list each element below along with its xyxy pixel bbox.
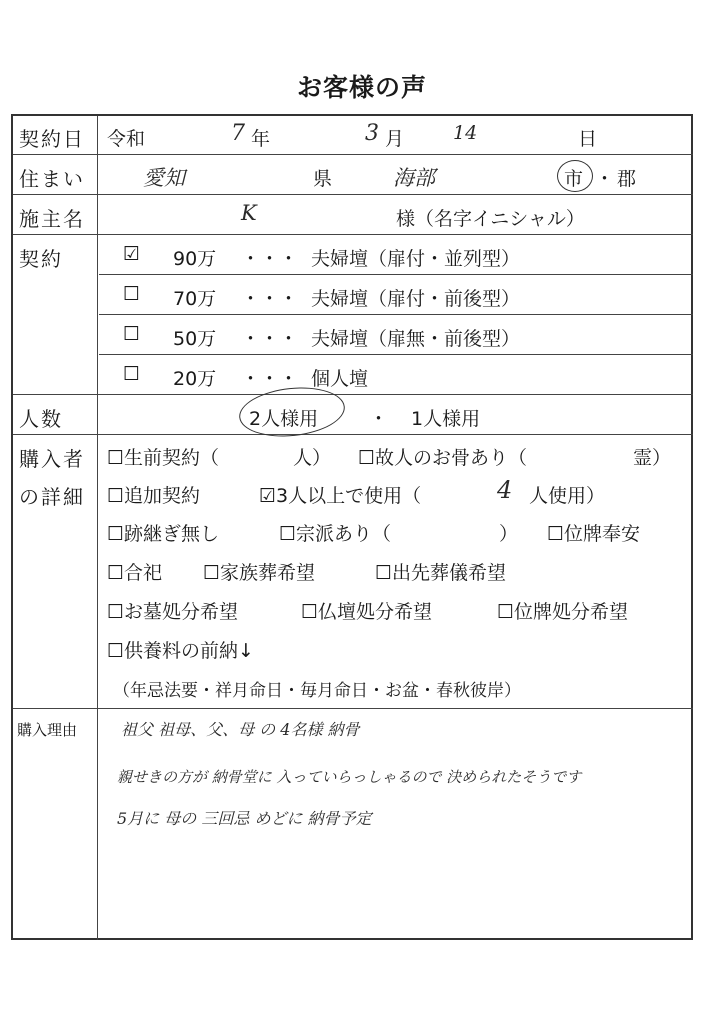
buyer-details-label-line2: の詳細: [19, 485, 85, 509]
no-successor-checkbox[interactable]: ☐跡継ぎ無し: [107, 523, 220, 545]
people-separator: ・: [369, 408, 389, 430]
purchase-reason-label: 購入理由: [17, 721, 78, 739]
row-divider: [99, 274, 693, 275]
reason-line-2: 親せきの方が 納骨堂に 入っていらっしゃるので 決められたそうです: [117, 768, 582, 786]
city-unit: 市: [564, 168, 584, 190]
contract-option-70-checkbox[interactable]: ☐: [123, 283, 141, 305]
joint-burial-checkbox[interactable]: ☐合祀: [107, 562, 163, 584]
two-person-option[interactable]: 2人様用: [249, 408, 319, 430]
one-person-option[interactable]: 1人様用: [411, 408, 481, 430]
contract-option-50-checkbox[interactable]: ☐: [123, 323, 141, 345]
contract-option-50-dots: ・・・: [241, 328, 299, 350]
pre-need-contract-checkbox[interactable]: ☐生前契約（: [107, 447, 220, 469]
additional-contract-checkbox[interactable]: ☐追加契約: [107, 485, 201, 507]
reason-line-3: 5月に 母の 三回忌 めどに 納骨予定: [117, 809, 372, 828]
contract-option-70-dots: ・・・: [241, 288, 299, 310]
contract-option-90-checkbox[interactable]: ☑: [123, 243, 141, 265]
contract-option-70-price: 70万: [173, 288, 217, 310]
religious-sect-checkbox[interactable]: ☐宗派あり（: [279, 523, 392, 545]
contract-date-label: 契約日: [19, 127, 85, 151]
reason-line-1: 祖父 祖母、父、母 の 4名様 納骨: [121, 720, 360, 739]
row-divider: [13, 154, 693, 155]
prepaid-memorial-fee-checkbox[interactable]: ☐供養料の前納↓: [107, 640, 254, 662]
religious-sect-end: ）: [499, 523, 519, 545]
contract-year-value: 7: [231, 121, 245, 146]
row-divider: [13, 234, 693, 235]
outside-funeral-checkbox[interactable]: ☐出先葬儀希望: [375, 562, 507, 584]
contract-day-value: 14: [453, 122, 478, 144]
tablet-disposal-checkbox[interactable]: ☐位牌処分希望: [497, 601, 629, 623]
row-divider: [13, 394, 693, 395]
contract-option-70-name: 夫婦壇（扉付・前後型）: [311, 288, 521, 310]
customer-name-label: 施主名: [19, 207, 85, 231]
contract-option-20-dots: ・・・: [241, 368, 299, 390]
customer-voice-form: [11, 114, 693, 940]
users-count-value: 4: [497, 476, 513, 504]
contract-option-20-price: 20万: [173, 368, 217, 390]
family-funeral-checkbox[interactable]: ☐家族葬希望: [203, 562, 316, 584]
contract-option-90-dots: ・・・: [241, 248, 299, 270]
remains-present-checkbox[interactable]: ☐故人のお骨あり（: [358, 447, 528, 469]
memorial-service-list: （年忌法要・祥月命日・毎月命日・お盆・春秋彼岸）: [113, 681, 521, 701]
contract-option-20-name: 個人壇: [311, 368, 369, 390]
day-unit: 日: [578, 128, 598, 150]
customer-initial-value: K: [241, 201, 257, 225]
pre-need-people-end: 人）: [293, 447, 332, 469]
row-divider: [13, 194, 693, 195]
buyer-details-label-line1: 購入者: [19, 447, 85, 471]
prefecture-unit: 県: [313, 168, 333, 190]
contract-option-50-name: 夫婦壇（扉無・前後型）: [311, 328, 521, 350]
remains-count-end: 霊）: [633, 447, 672, 469]
era-label: 令和: [107, 128, 146, 150]
row-divider: [99, 354, 693, 355]
memorial-tablet-enshrinement-checkbox[interactable]: ☐位牌奉安: [547, 523, 641, 545]
altar-disposal-checkbox[interactable]: ☐仏壇処分希望: [301, 601, 433, 623]
customer-name-suffix: 様（名字イニシャル）: [396, 208, 585, 230]
contract-option-90-name: 夫婦壇（扉付・並列型）: [311, 248, 521, 270]
contract-label: 契約: [19, 247, 63, 271]
three-plus-use-checkbox[interactable]: ☑3人以上で使用（: [259, 485, 422, 507]
contract-option-50-price: 50万: [173, 328, 217, 350]
year-unit: 年: [251, 128, 271, 150]
contract-month-value: 3: [365, 121, 379, 146]
prefecture-value: 愛知: [143, 166, 185, 190]
column-divider: [97, 116, 98, 940]
contract-option-90-price: 90万: [173, 248, 217, 270]
users-count-end: 人使用）: [529, 485, 606, 507]
row-divider: [13, 708, 693, 709]
page-title: お客様の声: [296, 73, 427, 102]
city-county-separator: ・: [595, 168, 615, 190]
city-value: 海部: [393, 166, 435, 190]
residence-label: 住まい: [19, 167, 85, 191]
contract-option-20-checkbox[interactable]: ☐: [123, 363, 141, 385]
county-unit: 郡: [617, 168, 637, 190]
month-unit: 月: [385, 128, 405, 150]
row-divider: [99, 314, 693, 315]
grave-disposal-checkbox[interactable]: ☐お墓処分希望: [107, 601, 239, 623]
people-count-label: 人数: [19, 407, 63, 431]
row-divider: [13, 434, 693, 435]
